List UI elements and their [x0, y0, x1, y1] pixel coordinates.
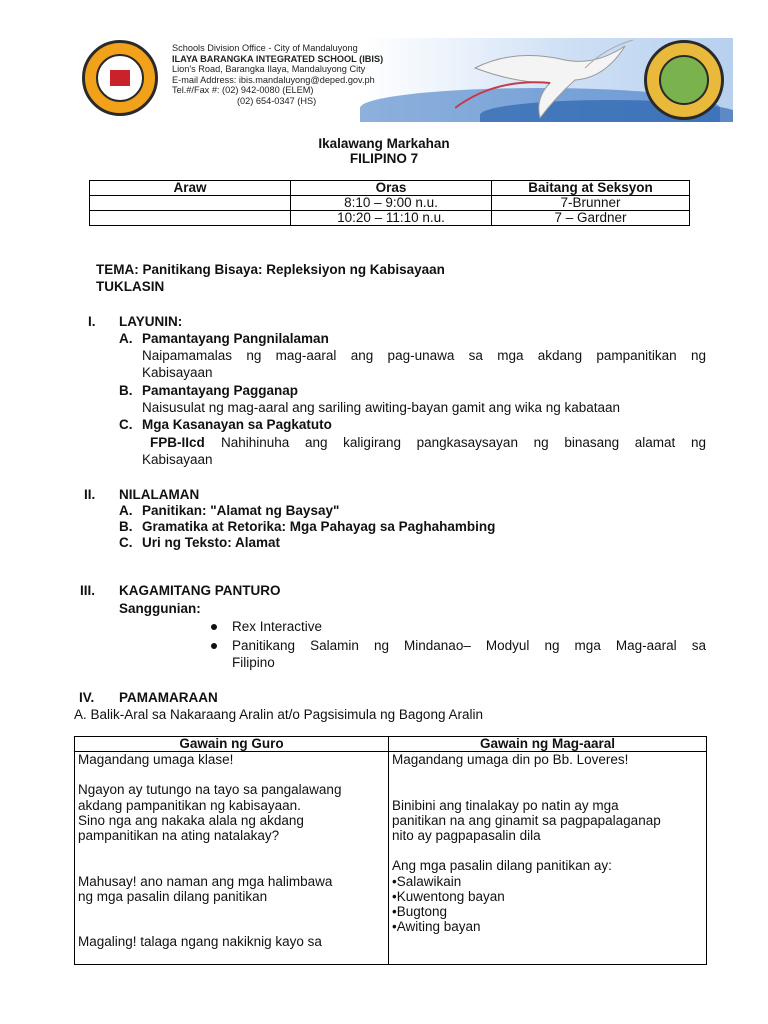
section-2-title: NILALAMAN [119, 487, 200, 502]
activity-cell-guro [75, 752, 389, 965]
schedule-row [90, 196, 690, 211]
activity-header-row [75, 737, 707, 752]
section-4-title: PAMAMARAAN [119, 690, 218, 705]
guro-line [78, 858, 388, 873]
guro-line: Mahusay! ano naman ang mga halimbawa [78, 873, 333, 889]
section-1-c-text-line2: Kabisayaan [142, 452, 213, 467]
schedule-cell-oras: 10:20 – 11:10 n.u. [291, 211, 492, 226]
activity-header-magaaral: Gawain ng Mag-aaral [389, 737, 707, 752]
magaaral-line: panitikan na ang ginamit sa pagpapalaganap [392, 812, 661, 828]
letterhead-tel: Tel.#/Fax #: (02) 942-0080 (ELEM) [172, 85, 314, 96]
magaaral-line [392, 767, 706, 782]
reference-item-2-line2: Filipino [232, 655, 275, 670]
letterhead-school-name: ILAYA BARANGKA INTEGRATED SCHOOL (IBIS) [172, 53, 384, 64]
activity-header-guro: Gawain ng Guro [75, 737, 389, 752]
magaaral-line: •Salawikain [392, 873, 462, 889]
section-4-number: IV. [79, 690, 95, 705]
section-1-title: LAYUNIN: [119, 314, 183, 329]
letterhead-text [172, 43, 383, 107]
magaaral-line [392, 782, 706, 797]
section-1-c-code: FPB-IIcd [150, 435, 205, 450]
guro-line: Magandang umaga klase! [78, 752, 234, 767]
school-logo-inner [96, 54, 144, 102]
schedule-cell-araw [90, 211, 291, 226]
letterhead-banner [60, 38, 733, 122]
section-1-a-text-line1: Naipamamalas ng mag-aaral ang pag-unawa sa mga akdang pampanitikan ng [142, 348, 706, 363]
section-2-b-label: B. [119, 519, 133, 534]
schedule-row [90, 211, 690, 226]
activity-table [74, 736, 707, 965]
guro-line [78, 904, 388, 919]
bullet-icon [211, 643, 217, 649]
section-2-c-text: Uri ng Teksto: Alamat [142, 535, 281, 550]
section-1-a-label: A. [119, 331, 133, 346]
guro-line [78, 919, 388, 934]
tuklasin-heading: TUKLASIN [96, 279, 165, 294]
magaaral-line: Binibini ang tinalakay po natin ay mga [392, 797, 619, 813]
schedule-header-row [90, 181, 690, 196]
school-logo-icon [82, 40, 158, 116]
quarter-title: Ikalawang Markahan [318, 136, 450, 151]
section-3-title: KAGAMITANG PANTURO [119, 583, 281, 598]
schedule-cell-oras: 8:10 – 9:00 n.u. [291, 196, 492, 211]
section-1-c-title: Mga Kasanayan sa Pagkatuto [142, 417, 332, 432]
reference-item-1: Rex Interactive [232, 619, 323, 634]
section-1-a-text-line2: Kabisayaan [142, 365, 213, 380]
letterhead-address: Lion's Road, Barangka Ilaya, Mandaluyong City [172, 64, 366, 75]
schedule-header-araw: Araw [90, 181, 291, 196]
section-2-number: II. [84, 487, 96, 502]
ibis-bird-icon [455, 38, 635, 122]
guro-line: Sino nga ang nakaka alala ng akdang [78, 812, 304, 828]
subject-title: FILIPINO 7 [349, 151, 419, 166]
guro-line: Magaling! talaga ngang nakiknig kayo sa [78, 934, 322, 950]
magaaral-line [392, 843, 706, 858]
magaaral-line: Magandang umaga din po Bb. Loveres! [392, 752, 629, 767]
activity-body-row [75, 752, 707, 965]
magaaral-line: •Awiting bayan [392, 919, 481, 935]
section-3-sub: Sanggunian: [119, 601, 201, 616]
section-1-number: I. [88, 314, 96, 329]
section-3-number: III. [80, 583, 96, 598]
schedule-header-seksyon: Baitang at Seksyon [492, 181, 690, 196]
activity-cell-magaaral [389, 752, 707, 965]
guro-line [78, 767, 388, 782]
guro-line: akdang pampanitikan ng kabisayaan. [78, 797, 301, 813]
section-1-c-text-line1: Nahihinuha ang kaligirang pangkasaysayan ng binasang alamat ng [221, 435, 706, 450]
section-1-a-title: Pamantayang Pangnilalaman [142, 331, 329, 346]
schedule-header-oras: Oras [291, 181, 492, 196]
guro-line [78, 843, 388, 858]
schedule-table [89, 180, 690, 226]
section-2-a-text: Panitikan: "Alamat ng Baysay" [142, 503, 340, 518]
bullet-icon [211, 624, 217, 630]
section-1-b-text: Naisusulat ng mag-aaral ang sariling awiting-bayan gamit ang wika ng kabataan [142, 400, 621, 415]
guro-line: Ngayon ay tutungo na tayo sa pangalawang [78, 782, 342, 798]
schedule-cell-seksyon: 7 – Gardner [492, 211, 690, 226]
magaaral-line: •Bugtong [392, 903, 448, 919]
letterhead-office: Schools Division Office - City of Mandaluyong [172, 43, 358, 53]
section-2-c-label: C. [119, 535, 133, 550]
division-office-seal-icon [644, 40, 724, 120]
magaaral-line: •Kuwentong bayan [392, 888, 505, 904]
section-1-c-label: C. [119, 417, 133, 432]
reference-item-2-line1: Panitikang Salamin ng Mindanao– Modyul ng mga Mag-aaral sa [232, 638, 706, 653]
letterhead-tel-hs: (02) 654-0347 (HS) [237, 95, 317, 106]
section-2-b-text: Gramatika at Retorika: Mga Pahayag sa Paghahambing [142, 519, 496, 534]
schedule-cell-araw [90, 196, 291, 211]
division-office-seal-inner [659, 55, 709, 105]
section-1-b-label: B. [119, 383, 133, 398]
tema-heading: TEMA: Panitikang Bisaya: Repleksiyon ng Kabisayaan [96, 262, 445, 277]
schedule-cell-seksyon: 7-Brunner [492, 196, 690, 211]
magaaral-line: nito ay pagpapasalin dila [392, 827, 541, 843]
guro-line: pampanitikan na ating natalakay? [78, 828, 280, 843]
letterhead-email: E-mail Address: ibis.mandaluyong@deped.gov.ph [172, 74, 375, 85]
magaaral-line: Ang mga pasalin dilang panitikan ay: [392, 858, 612, 874]
guro-line: ng mga pasalin dilang panitikan [78, 888, 268, 904]
section-2-a-label: A. [119, 503, 133, 518]
section-1-b-title: Pamantayang Pagganap [142, 383, 299, 398]
section-4-a-text: A. Balik-Aral sa Nakaraang Aralin at/o Pagsisimula ng Bagong Aralin [74, 707, 483, 722]
school-logo-book-icon [110, 70, 130, 86]
